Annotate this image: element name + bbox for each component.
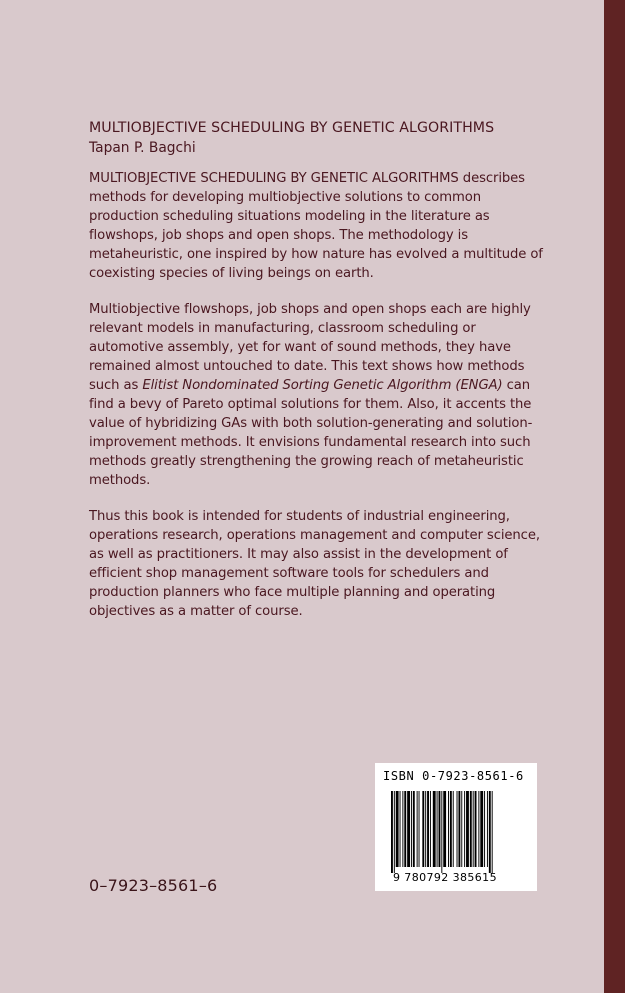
paragraph-2-emphasis: Elitist Nondominated Sorting Genetic Algorithm (ENGA) [142,377,503,393]
barcode-panel [375,763,537,891]
paragraph-2-part-2: can find a bevy of Pareto optimal solutions for them. Also, it accents the value of hybridizing GAs with both solution-generating and solution-improvement methods. It envisions fundamental research into such methods greatly strengthening the growing reach of metaheuristic methods. [89,377,533,489]
book-title: MULTIOBJECTIVE SCHEDULING BY GENETIC ALGORITHMS [89,120,495,136]
back-cover-text [89,119,549,621]
isbn-number: 0–7923–8561–6 [89,876,218,895]
barcode-isbn-label: ISBN 0-7923-8561-6 [383,769,524,783]
book-author: Tapan P. Bagchi [89,140,196,156]
paragraph-2-part-1: Multiobjective flowshops, job shops and open shops each are highly relevant models in manufacturing, classroom scheduling or automotive assembly, yet for want of sound methods, they have remained almost untouched to date. This text shows how methods such as [89,301,531,393]
description-paragraph-3: Thus this book is intended for students of industrial engineering, operations research, operations management and computer science, as well as practitioners. It may also assist in the development of efficient shop management software tools for schedulers and production planners who face multiple planning and operating objectives as a matter of course. [89,508,540,619]
spine-strip [604,0,625,993]
description-paragraph-1: MULTIOBJECTIVE SCHEDULING BY GENETIC ALGORITHMS describes methods for developing multiobjective solutions to common production scheduling situations modeling in the literature as flowshops, job shops and open shops. The methodology is metaheuristic, one inspired by how nature has evolved a multitude of coexisting species of living beings on earth. [89,171,543,282]
description-paragraph-2 [89,300,549,491]
barcode-digits: 9 780792 385615 [393,871,497,884]
barcode-icon [391,791,521,873]
